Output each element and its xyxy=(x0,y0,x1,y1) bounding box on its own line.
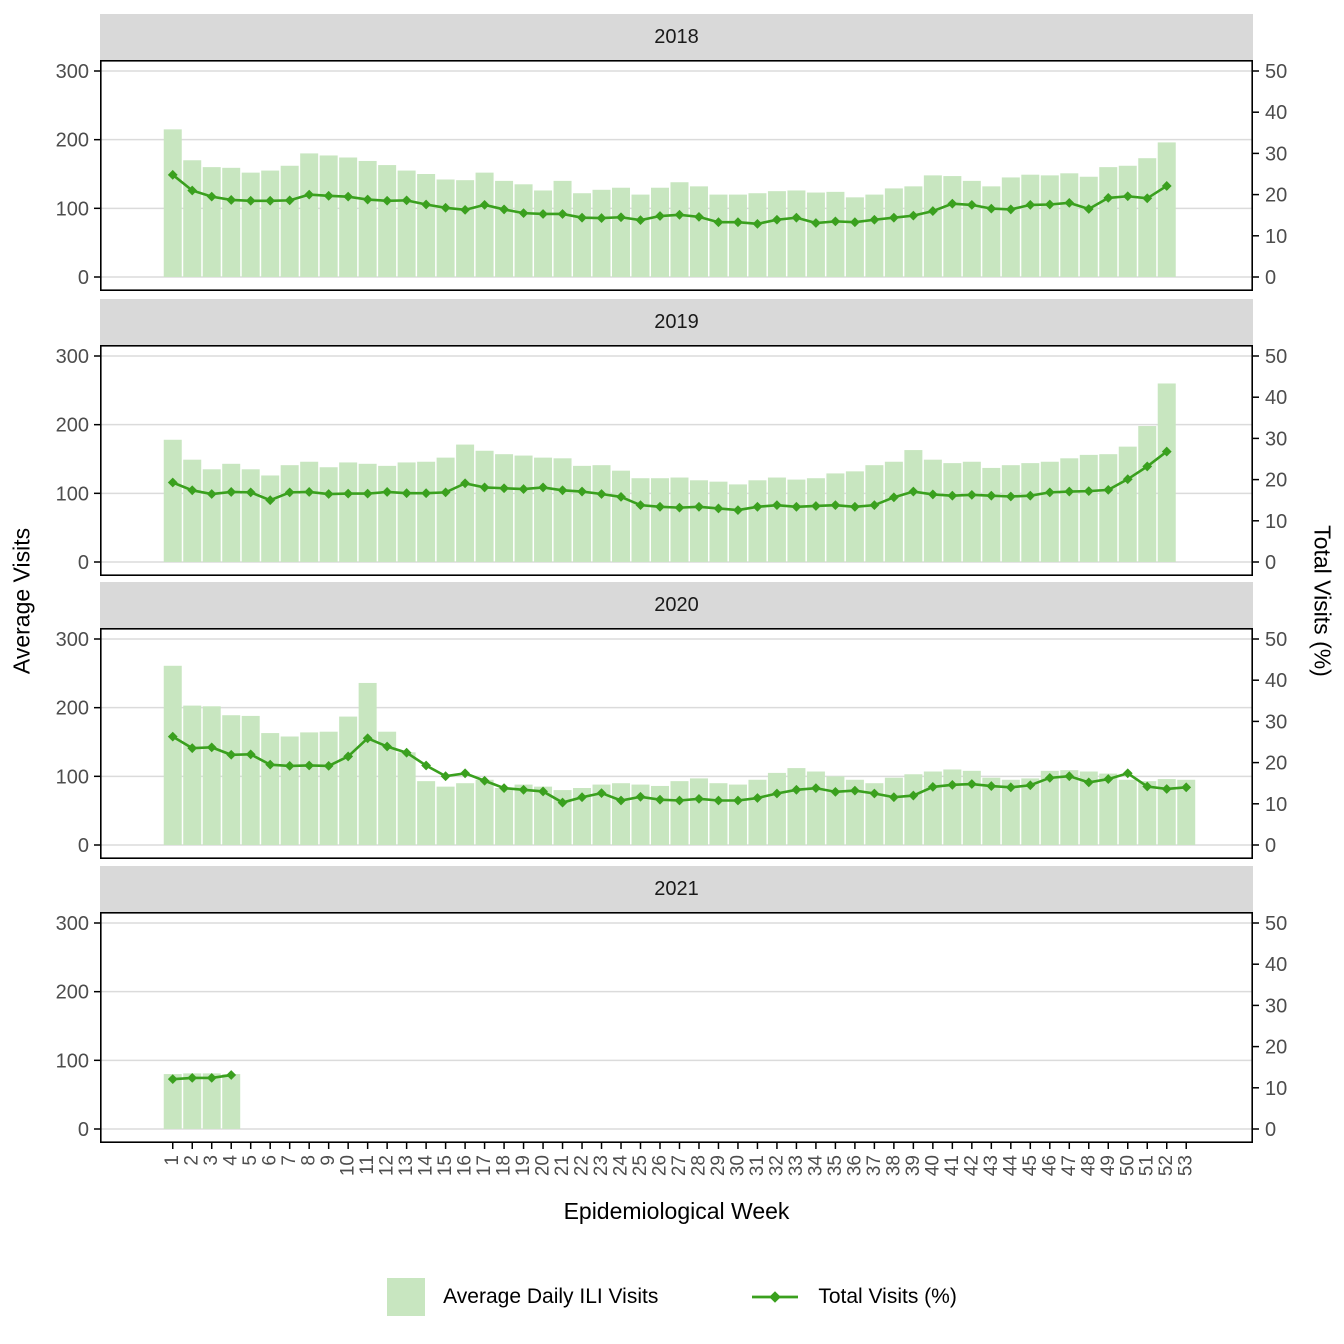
facet-strip-2019 xyxy=(100,299,1253,345)
bar-week-50 xyxy=(1119,780,1137,845)
week-label-37: 37 xyxy=(863,1155,885,1177)
x-axis-week-labels xyxy=(0,1143,1344,1203)
bar-week-32 xyxy=(768,191,786,277)
bar-week-17 xyxy=(476,173,494,277)
bar-week-24 xyxy=(612,783,630,845)
line-legend-label: Total Visits (%) xyxy=(818,1285,957,1308)
legend-line-point xyxy=(770,1291,782,1303)
bar-week-18 xyxy=(495,181,513,277)
right-tick-label: 10 xyxy=(1265,1077,1288,1100)
bar-week-30 xyxy=(729,785,747,845)
right-tick-label: 30 xyxy=(1265,428,1288,451)
bar-week-10 xyxy=(339,462,357,562)
left-tick-label: 0 xyxy=(77,552,89,574)
bar-week-38 xyxy=(885,462,903,562)
right-tick-label: 30 xyxy=(1265,711,1288,734)
facet-strip-label: 2021 xyxy=(654,877,699,900)
week-label-19: 19 xyxy=(513,1155,535,1177)
week-label-41: 41 xyxy=(941,1155,963,1177)
week-label-8: 8 xyxy=(298,1155,320,1166)
bar-week-17 xyxy=(476,780,494,845)
facet-strip-label: 2019 xyxy=(654,310,699,333)
week-label-15: 15 xyxy=(435,1155,457,1177)
facet-strip-2018 xyxy=(100,14,1253,60)
bar-week-46 xyxy=(1041,462,1059,562)
left-tick-label: 100 xyxy=(55,1050,89,1073)
facet-panel-2019 xyxy=(0,345,1344,576)
bar-week-43 xyxy=(982,468,1000,562)
right-tick-label: 0 xyxy=(1265,552,1277,574)
bar-week-7 xyxy=(281,737,299,845)
bar-week-2 xyxy=(183,160,201,277)
week-label-13: 13 xyxy=(396,1155,418,1177)
bar-week-51 xyxy=(1138,158,1156,277)
bar-week-24 xyxy=(612,471,630,562)
week-label-22: 22 xyxy=(571,1155,593,1177)
week-label-31: 31 xyxy=(746,1155,768,1177)
line-point-week-15 xyxy=(441,771,451,781)
bar-week-33 xyxy=(787,480,805,562)
bar-week-7 xyxy=(281,465,299,562)
bar-week-25 xyxy=(632,195,650,277)
legend-item-bars xyxy=(387,1278,658,1316)
bar-week-9 xyxy=(320,467,338,562)
bar-week-39 xyxy=(904,186,922,277)
right-tick-label: 50 xyxy=(1265,346,1288,368)
bar-week-30 xyxy=(729,484,747,562)
bar-week-50 xyxy=(1119,166,1137,277)
right-tick-label: 30 xyxy=(1265,143,1288,166)
bar-week-32 xyxy=(768,478,786,562)
bar-week-27 xyxy=(670,182,688,277)
bar-week-17 xyxy=(476,451,494,562)
bar-week-22 xyxy=(573,193,591,277)
bar-week-37 xyxy=(865,195,883,277)
week-label-49: 49 xyxy=(1097,1155,1119,1177)
y-axis-right-title: Total Visits (%) xyxy=(1309,525,1336,677)
week-label-21: 21 xyxy=(552,1155,574,1177)
bar-week-4 xyxy=(222,715,240,845)
bar-week-15 xyxy=(437,458,455,562)
left-tick-label: 300 xyxy=(55,913,89,935)
left-tick-label: 0 xyxy=(77,267,89,289)
bar-week-27 xyxy=(670,781,688,845)
bar-week-50 xyxy=(1119,447,1137,562)
week-label-44: 44 xyxy=(1000,1155,1022,1177)
bar-week-45 xyxy=(1021,463,1039,562)
week-label-20: 20 xyxy=(532,1155,554,1177)
bar-week-44 xyxy=(1002,465,1020,562)
bar-week-34 xyxy=(807,193,825,277)
right-tick-label: 0 xyxy=(1265,835,1277,857)
panel-border xyxy=(101,913,1252,1142)
week-label-51: 51 xyxy=(1136,1155,1158,1177)
week-label-38: 38 xyxy=(883,1155,905,1177)
bar-week-46 xyxy=(1041,175,1059,277)
week-label-46: 46 xyxy=(1039,1155,1061,1177)
left-tick-label: 100 xyxy=(55,198,89,221)
right-tick-label: 30 xyxy=(1265,995,1288,1018)
bar-week-47 xyxy=(1060,770,1078,845)
week-label-23: 23 xyxy=(591,1155,613,1177)
bar-week-20 xyxy=(534,458,552,562)
bar-week-47 xyxy=(1060,173,1078,277)
week-label-1: 1 xyxy=(162,1155,184,1166)
bar-week-35 xyxy=(826,473,844,562)
bar-week-35 xyxy=(826,776,844,845)
bar-week-33 xyxy=(787,768,805,845)
facet-strip-label: 2018 xyxy=(654,25,699,48)
bar-week-16 xyxy=(456,783,474,845)
bar-week-23 xyxy=(593,465,611,562)
bar-week-10 xyxy=(339,717,357,845)
bar-week-10 xyxy=(339,158,357,277)
legend xyxy=(0,1262,1344,1332)
week-label-24: 24 xyxy=(610,1155,632,1177)
week-label-48: 48 xyxy=(1078,1155,1100,1177)
week-label-28: 28 xyxy=(688,1155,710,1177)
bar-week-36 xyxy=(846,471,864,562)
bar-week-29 xyxy=(709,482,727,562)
bar-week-7 xyxy=(281,166,299,277)
bar-week-25 xyxy=(632,478,650,562)
week-label-10: 10 xyxy=(337,1155,359,1177)
bar-week-39 xyxy=(904,774,922,845)
bar-week-4 xyxy=(222,464,240,562)
facet-panel-2020 xyxy=(0,628,1344,859)
x-axis-title: Epidemiological Week xyxy=(563,1198,790,1224)
bar-week-39 xyxy=(904,450,922,562)
bar-week-14 xyxy=(417,781,435,845)
facet-strip-2021 xyxy=(100,866,1253,912)
week-label-29: 29 xyxy=(707,1155,729,1177)
bar-week-24 xyxy=(612,188,630,277)
week-label-32: 32 xyxy=(766,1155,788,1177)
bar-week-42 xyxy=(963,181,981,277)
facet-strip-label: 2020 xyxy=(654,593,699,616)
bar-week-5 xyxy=(242,469,260,562)
bar-week-9 xyxy=(320,732,338,845)
bar-week-6 xyxy=(261,733,279,845)
bar-week-2 xyxy=(183,706,201,845)
week-label-27: 27 xyxy=(668,1155,690,1177)
y-axis-left-title: Average Visits xyxy=(8,527,35,675)
week-label-33: 33 xyxy=(785,1155,807,1177)
week-label-42: 42 xyxy=(961,1155,983,1177)
bar-week-48 xyxy=(1080,177,1098,277)
week-label-3: 3 xyxy=(201,1155,223,1166)
bar-week-34 xyxy=(807,772,825,845)
bar-week-31 xyxy=(748,780,766,845)
bar-week-27 xyxy=(670,478,688,562)
bar-legend-label: Average Daily ILI Visits xyxy=(443,1285,659,1308)
bar-week-31 xyxy=(748,480,766,562)
facet-panel-2021 xyxy=(0,912,1344,1143)
bar-week-12 xyxy=(378,466,396,562)
week-label-52: 52 xyxy=(1156,1155,1178,1177)
bar-week-5 xyxy=(242,173,260,277)
week-label-26: 26 xyxy=(649,1155,671,1177)
bar-week-16 xyxy=(456,180,474,277)
bar-week-49 xyxy=(1099,167,1117,277)
bar-week-33 xyxy=(787,190,805,277)
bar-week-11 xyxy=(359,464,377,562)
bar-week-20 xyxy=(534,190,552,277)
facet-strip-2020 xyxy=(100,582,1253,628)
bar-week-9 xyxy=(320,155,338,277)
week-label-35: 35 xyxy=(824,1155,846,1177)
week-label-36: 36 xyxy=(844,1155,866,1177)
bar-week-19 xyxy=(515,184,533,277)
bar-week-4 xyxy=(222,1074,240,1129)
left-tick-label: 0 xyxy=(77,835,89,857)
week-label-50: 50 xyxy=(1117,1155,1139,1177)
right-tick-label: 50 xyxy=(1265,61,1288,83)
bar-week-4 xyxy=(222,168,240,277)
bar-week-6 xyxy=(261,171,279,277)
bar-week-28 xyxy=(690,186,708,277)
left-tick-label: 200 xyxy=(55,129,89,152)
bar-week-11 xyxy=(359,161,377,277)
bar-week-8 xyxy=(300,462,318,562)
week-label-39: 39 xyxy=(902,1155,924,1177)
left-tick-label: 300 xyxy=(55,629,89,651)
bar-week-52 xyxy=(1158,383,1176,562)
bar-week-3 xyxy=(203,167,221,277)
legend-item-line xyxy=(750,1285,956,1309)
left-tick-label: 200 xyxy=(55,697,89,720)
bar-week-29 xyxy=(709,195,727,277)
bar-week-22 xyxy=(573,466,591,562)
bar-week-40 xyxy=(924,175,942,277)
week-label-40: 40 xyxy=(922,1155,944,1177)
bar-week-23 xyxy=(593,190,611,277)
bar-week-51 xyxy=(1138,426,1156,562)
bar-week-11 xyxy=(359,683,377,845)
bar-week-19 xyxy=(515,456,533,562)
right-tick-label: 20 xyxy=(1265,184,1288,207)
bar-week-48 xyxy=(1080,455,1098,562)
facet-panel-2018 xyxy=(0,60,1344,291)
bar-week-41 xyxy=(943,176,961,277)
week-label-17: 17 xyxy=(474,1155,496,1177)
bar-week-3 xyxy=(203,469,221,562)
bar-week-21 xyxy=(554,181,572,277)
bar-week-49 xyxy=(1099,454,1117,562)
bar-week-18 xyxy=(495,788,513,845)
bar-week-6 xyxy=(261,475,279,562)
bar-week-31 xyxy=(748,193,766,277)
left-tick-label: 100 xyxy=(55,483,89,506)
right-tick-label: 0 xyxy=(1265,1119,1277,1141)
bar-week-14 xyxy=(417,174,435,277)
bar-week-49 xyxy=(1099,774,1117,845)
week-label-30: 30 xyxy=(727,1155,749,1177)
week-label-34: 34 xyxy=(805,1155,827,1177)
week-label-45: 45 xyxy=(1019,1155,1041,1177)
right-tick-label: 0 xyxy=(1265,267,1277,289)
bar-week-1 xyxy=(164,666,182,845)
bar-week-8 xyxy=(300,153,318,277)
bar-legend-swatch xyxy=(387,1278,425,1316)
bar-week-40 xyxy=(924,460,942,562)
bar-week-37 xyxy=(865,465,883,562)
bar-week-13 xyxy=(398,171,416,277)
week-label-16: 16 xyxy=(454,1155,476,1177)
week-label-2: 2 xyxy=(181,1155,203,1166)
bar-week-42 xyxy=(963,462,981,562)
week-label-14: 14 xyxy=(415,1155,437,1177)
bar-week-41 xyxy=(943,463,961,562)
bar-week-2 xyxy=(183,460,201,562)
left-tick-label: 100 xyxy=(55,766,89,789)
bar-week-43 xyxy=(982,186,1000,277)
week-label-25: 25 xyxy=(630,1155,652,1177)
bar-week-44 xyxy=(1002,177,1020,277)
right-tick-label: 20 xyxy=(1265,1036,1288,1059)
right-tick-label: 50 xyxy=(1265,913,1288,935)
bar-week-52 xyxy=(1158,142,1176,277)
bar-week-1 xyxy=(164,440,182,562)
right-tick-label: 40 xyxy=(1265,954,1288,977)
bar-week-28 xyxy=(690,778,708,845)
right-tick-label: 20 xyxy=(1265,469,1288,492)
right-tick-label: 40 xyxy=(1265,102,1288,125)
bar-week-34 xyxy=(807,478,825,562)
week-label-47: 47 xyxy=(1058,1155,1080,1177)
bar-week-26 xyxy=(651,478,669,562)
bar-week-47 xyxy=(1060,458,1078,562)
right-tick-label: 40 xyxy=(1265,387,1288,410)
right-tick-label: 20 xyxy=(1265,752,1288,775)
week-label-6: 6 xyxy=(259,1155,281,1166)
bar-week-35 xyxy=(826,192,844,277)
bar-week-16 xyxy=(456,445,474,562)
bar-week-5 xyxy=(242,716,260,845)
week-label-9: 9 xyxy=(318,1155,340,1166)
bar-week-18 xyxy=(495,454,513,562)
line-legend-key-icon xyxy=(750,1286,800,1308)
bar-week-29 xyxy=(709,783,727,845)
bar-week-15 xyxy=(437,787,455,845)
bar-week-38 xyxy=(885,778,903,845)
right-tick-label: 40 xyxy=(1265,670,1288,693)
left-tick-label: 200 xyxy=(55,414,89,437)
bar-week-8 xyxy=(300,732,318,845)
bar-week-28 xyxy=(690,480,708,562)
bar-week-36 xyxy=(846,197,864,277)
left-tick-label: 0 xyxy=(77,1119,89,1141)
bar-week-32 xyxy=(768,773,786,845)
bar-week-38 xyxy=(885,188,903,277)
bar-week-13 xyxy=(398,752,416,845)
week-label-53: 53 xyxy=(1175,1155,1197,1177)
week-label-18: 18 xyxy=(493,1155,515,1177)
week-label-5: 5 xyxy=(240,1155,262,1166)
week-label-7: 7 xyxy=(279,1155,301,1166)
right-tick-label: 10 xyxy=(1265,225,1288,248)
right-tick-label: 50 xyxy=(1265,629,1288,651)
bar-week-21 xyxy=(554,458,572,562)
bar-week-12 xyxy=(378,165,396,277)
bar-week-3 xyxy=(203,706,221,845)
bar-week-1 xyxy=(164,129,182,277)
left-tick-label: 200 xyxy=(55,981,89,1004)
bar-week-13 xyxy=(398,462,416,562)
left-tick-label: 300 xyxy=(55,346,89,368)
bar-week-15 xyxy=(437,179,455,277)
week-label-11: 11 xyxy=(357,1155,379,1175)
bar-week-30 xyxy=(729,195,747,277)
right-tick-label: 10 xyxy=(1265,510,1288,533)
week-label-12: 12 xyxy=(376,1155,398,1177)
right-tick-label: 10 xyxy=(1265,793,1288,816)
week-label-4: 4 xyxy=(220,1155,242,1166)
bar-week-45 xyxy=(1021,175,1039,277)
bar-week-26 xyxy=(651,188,669,277)
week-label-43: 43 xyxy=(980,1155,1002,1177)
left-tick-label: 300 xyxy=(55,61,89,83)
bar-week-14 xyxy=(417,462,435,562)
